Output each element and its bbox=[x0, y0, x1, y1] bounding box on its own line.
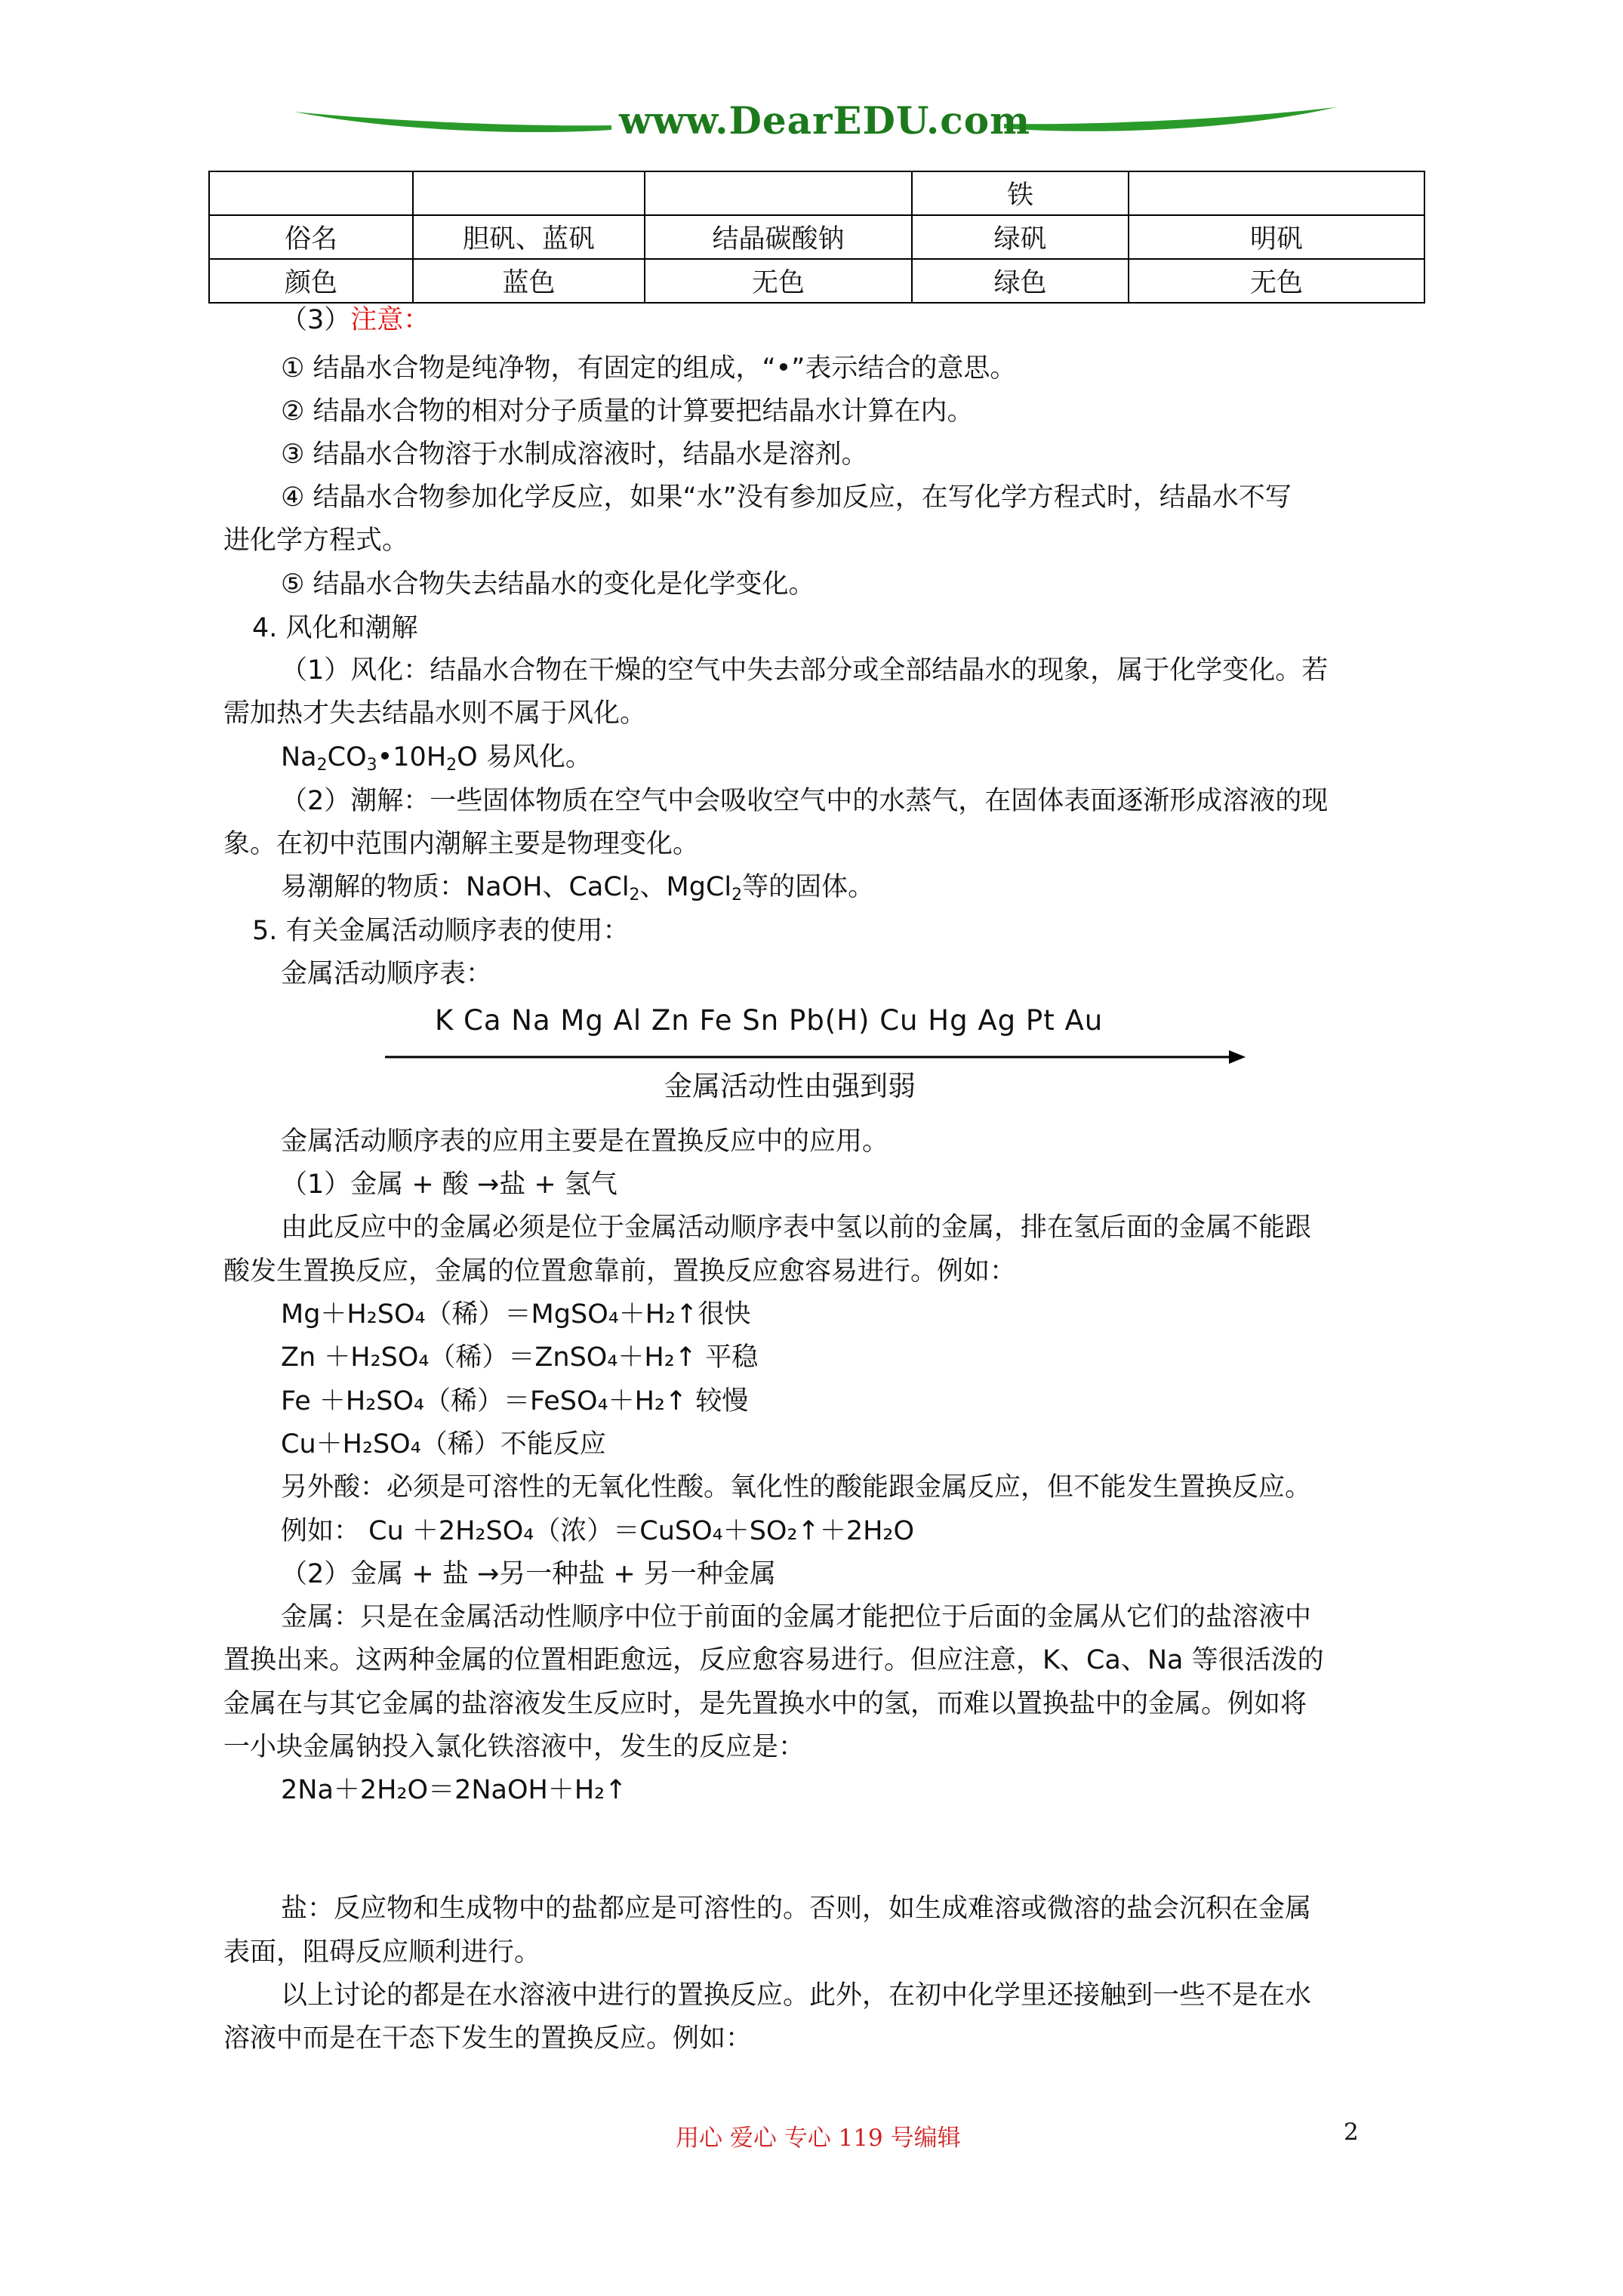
properties-table bbox=[208, 171, 1425, 304]
table-cell: 绿色 bbox=[912, 259, 1129, 303]
table-cell: 俗名 bbox=[209, 215, 413, 259]
table-cell bbox=[209, 171, 413, 215]
table-row bbox=[209, 215, 1424, 259]
paragraph bbox=[281, 871, 874, 912]
paragraph: （1）金属 + 酸 →盐 + 氢气 bbox=[281, 1170, 617, 1200]
table-row bbox=[209, 259, 1424, 303]
table-cell: 结晶碳酸钠 bbox=[645, 215, 912, 259]
paragraph: （2）潮解：一些固体物质在空气中会吸收空气中的水蒸气，在固体表面逐渐形成溶液的现 bbox=[281, 786, 1329, 816]
formula-part: O 易风化。 bbox=[457, 742, 592, 772]
paragraph: 表面，阻碍反应顺利进行。 bbox=[223, 1937, 541, 1968]
table-cell bbox=[645, 171, 912, 215]
paragraph: （2）金属 + 盐 →另一种盐 + 另一种金属 bbox=[281, 1559, 776, 1589]
formula-sub: 3 bbox=[366, 756, 377, 775]
table-row bbox=[209, 171, 1424, 215]
text-part: 、MgCl bbox=[639, 872, 732, 902]
page-number: 2 bbox=[1344, 2119, 1359, 2146]
note-title: 注意： bbox=[350, 305, 430, 335]
table-cell bbox=[1129, 171, 1424, 215]
table-cell: 明矾 bbox=[1129, 215, 1424, 259]
equation: Zn ＋H₂SO₄（稀）＝ZnSO₄＋H₂↑ 平稳 bbox=[281, 1342, 759, 1373]
paragraph: 盐：反应物和生成物中的盐都应是可溶性的。否则，如生成难溶或微溶的盐会沉积在金属 bbox=[281, 1894, 1312, 1924]
table-cell: 绿矾 bbox=[912, 215, 1129, 259]
table-cell: 蓝色 bbox=[413, 259, 645, 303]
paragraph: 另外酸：必须是可溶性的无氧化性酸。氧化性的酸能跟金属反应，但不能发生置换反应。 bbox=[281, 1472, 1312, 1502]
footer-text: 用心 爱心 专心 119 号编辑 bbox=[676, 2125, 961, 2152]
note-heading bbox=[281, 304, 430, 337]
activity-series-caption: 金属活动性由强到弱 bbox=[664, 1070, 916, 1102]
formula-sub: 2 bbox=[316, 756, 328, 775]
paragraph: 象。在初中范围内潮解主要是物理变化。 bbox=[223, 829, 700, 859]
paragraph: 置换出来。这两种金属的位置相距愈远，反应愈容易进行。但应注意，K、Ca、Na 等很活泼的 bbox=[223, 1645, 1324, 1675]
table-cell: 胆矾、蓝矾 bbox=[413, 215, 645, 259]
paragraph: 需加热才失去结晶水则不属于风化。 bbox=[223, 698, 647, 729]
table-cell bbox=[413, 171, 645, 215]
formula-line bbox=[281, 741, 592, 782]
paragraph: 溶液中而是在干态下发生的置换反应。例如： bbox=[223, 2023, 753, 2054]
equation: Fe ＋H₂SO₄（稀）＝FeSO₄＋H₂↑ 较慢 bbox=[281, 1386, 749, 1416]
formula-sub: 2 bbox=[731, 886, 743, 905]
table-cell: 颜色 bbox=[209, 259, 413, 303]
note-prefix: （3） bbox=[281, 305, 351, 335]
paragraph: 一小块金属钠投入氯化铁溶液中，发生的反应是： bbox=[223, 1732, 805, 1762]
note-item: 进化学方程式。 bbox=[223, 525, 409, 556]
paragraph: （1）风化：结晶水合物在干燥的空气中失去部分或全部结晶水的现象，属于化学变化。若 bbox=[281, 655, 1329, 686]
equation: 2Na＋2H₂O＝2NaOH＋H₂↑ bbox=[281, 1775, 627, 1805]
paragraph: 酸发生置换反应，金属的位置愈靠前，置换反应愈容易进行。例如： bbox=[223, 1256, 1017, 1287]
paragraph: 金属活动顺序表的应用主要是在置换反应中的应用。 bbox=[281, 1126, 889, 1157]
equation: Cu＋H₂SO₄（稀）不能反应 bbox=[281, 1429, 606, 1459]
header-logo-text: www.DearEDU.com bbox=[619, 98, 1031, 143]
section-4-title: 4. 风化和潮解 bbox=[252, 613, 418, 643]
activity-series: K Ca Na Mg Al Zn Fe Sn Pb(H) Cu Hg Ag Pt Au bbox=[435, 1004, 1104, 1037]
text-part: 等的固体。 bbox=[742, 872, 875, 902]
formula-part: Na bbox=[281, 742, 317, 772]
paragraph: 以上讨论的都是在水溶液中进行的置换反应。此外，在初中化学里还接触到一些不是在水 bbox=[281, 1980, 1312, 2011]
section-5-title: 5. 有关金属活动顺序表的使用： bbox=[252, 916, 630, 946]
note-item: ⑤ 结晶水合物失去结晶水的变化是化学变化。 bbox=[281, 569, 815, 599]
equation: 例如： Cu ＋2H₂SO₄（浓）＝CuSO₄＋SO₂↑＋2H₂O bbox=[281, 1516, 914, 1546]
formula-part: •10H bbox=[377, 742, 447, 772]
formula-sub: 2 bbox=[446, 756, 457, 775]
paragraph: 由此反应中的金属必须是位于金属活动顺序表中氢以前的金属，排在氢后面的金属不能跟 bbox=[281, 1213, 1312, 1243]
note-item: ③ 结晶水合物溶于水制成溶液时，结晶水是溶剂。 bbox=[281, 439, 868, 470]
paragraph: 金属在与其它金属的盐溶液发生反应时，是先置换水中的氢，而难以置换盐中的金属。例如将 bbox=[223, 1689, 1307, 1719]
equation: Mg＋H₂SO₄（稀）＝MgSO₄＋H₂↑很快 bbox=[281, 1299, 751, 1330]
note-item: ① 结晶水合物是纯净物，有固定的组成，“•”表示结合的意思。 bbox=[281, 353, 1017, 384]
note-item: ② 结晶水合物的相对分子质量的计算要把结晶水计算在内。 bbox=[281, 396, 974, 427]
table-cell: 铁 bbox=[912, 171, 1129, 215]
formula-part: CO bbox=[327, 742, 367, 772]
note-item: ④ 结晶水合物参加化学反应，如果“水”没有参加反应，在写化学方程式时，结晶水不写 bbox=[281, 482, 1292, 513]
table-cell: 无色 bbox=[645, 259, 912, 303]
paragraph: 金属：只是在金属活动性顺序中位于前面的金属才能把位于后面的金属从它们的盐溶液中 bbox=[281, 1602, 1312, 1632]
table-cell: 无色 bbox=[1129, 259, 1424, 303]
text-part: 易潮解的物质：NaOH、CaCl bbox=[281, 872, 630, 902]
formula-sub: 2 bbox=[629, 886, 640, 905]
paragraph: 金属活动顺序表： bbox=[281, 959, 493, 989]
